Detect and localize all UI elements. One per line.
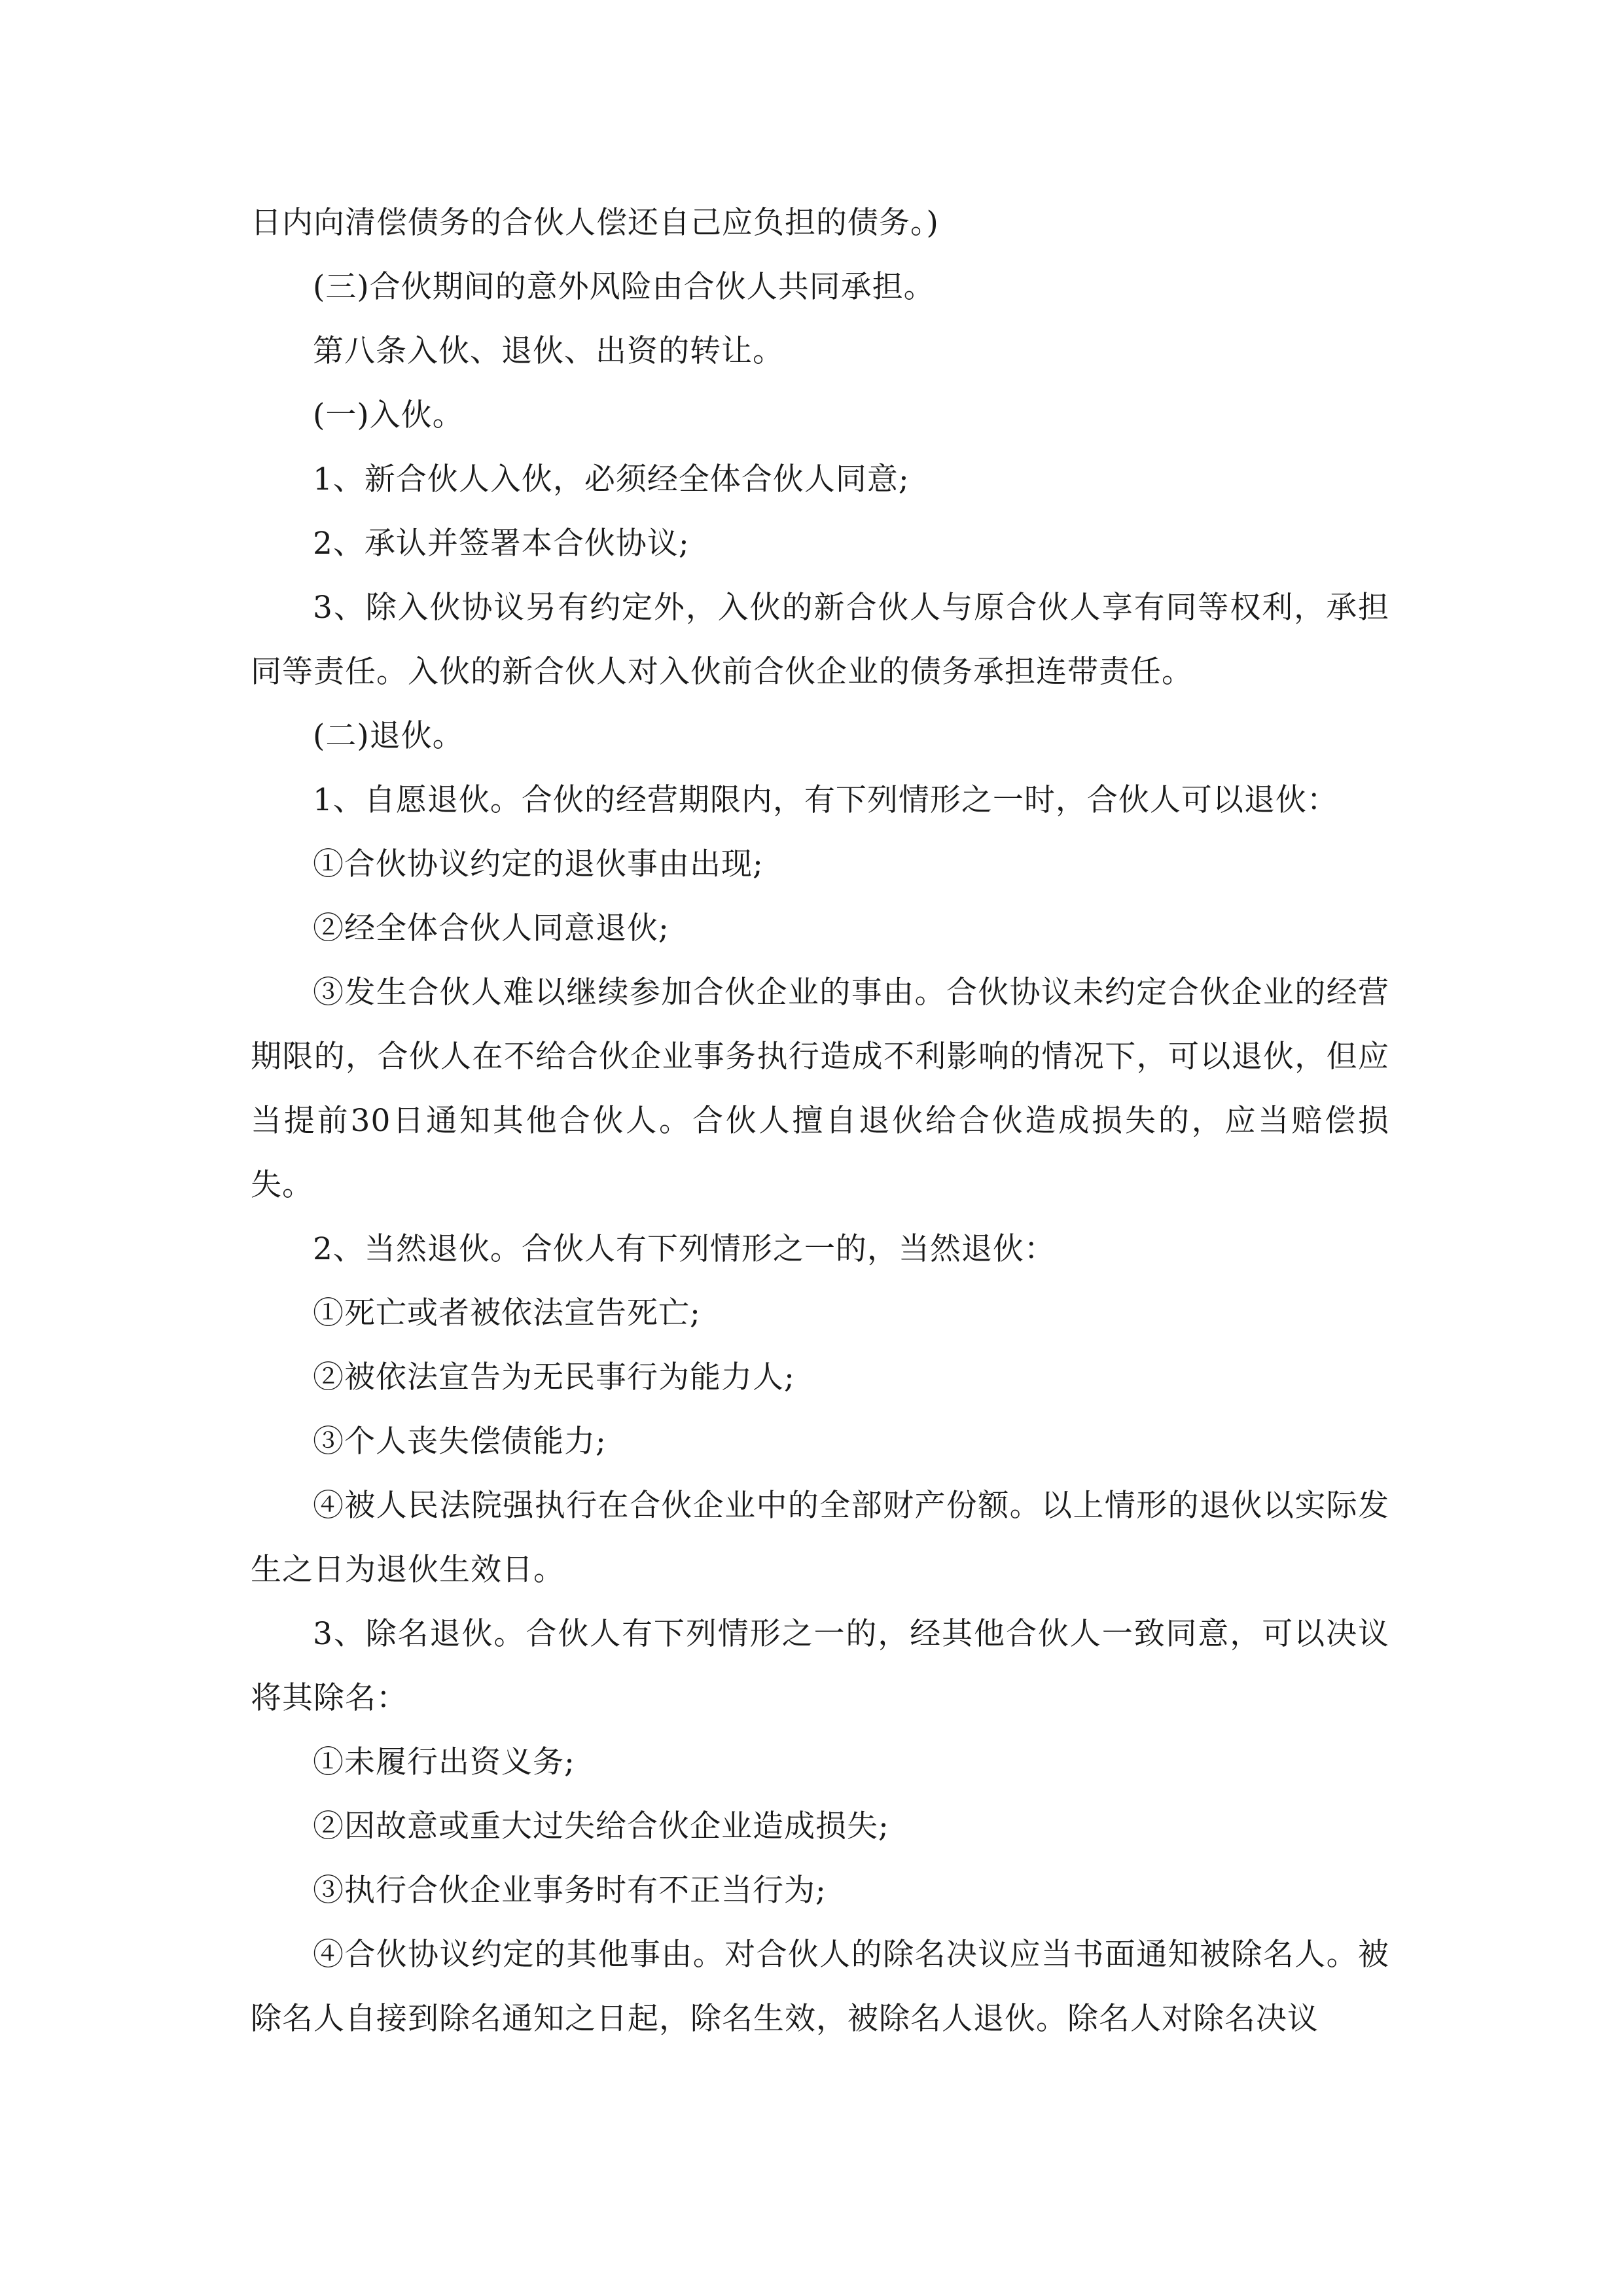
section-heading: (一)入伙。 [313,397,464,433]
list-item: 1、新合伙人入伙，必须经全体合伙人同意; [313,461,910,497]
list-item: ③个人丧失偿债能力; [313,1424,607,1460]
list-item: ③发生合伙人难以继续参加合伙企业的事由。合伙协议未约定合伙企业的经营期限的，合伙人在不给合伙企业事务执行造成不利影响的情况下，可以退伙，但应当提前30日通知其他合伙人。合伙人擅自退伙给合伙造成损失的，应当赔偿损失。 [251,975,1389,1203]
section-heading: (二)退伙。 [313,718,464,754]
list-item: 2、承认并签署本合伙协议; [313,526,690,562]
list-item: ④合伙协议约定的其他事由。对合伙人的除名决议应当书面通知被除名人。被除名人自接到除名通知之日起，除名生效，被除名人退伙。除名人对除名决议 [251,1937,1389,2037]
list-item: ②被依法宣告为无民事行为能力人; [313,1359,795,1395]
list-item: 2、当然退伙。合伙人有下列情形之一的，当然退伙： [313,1231,1056,1267]
article-heading: 第八条入伙、退伙、出资的转让。 [313,333,784,369]
list-item: 1、自愿退伙。合伙的经营期限内，有下列情形之一时，合伙人可以退伙： [313,782,1338,818]
list-item: ②经全体合伙人同意退伙; [313,910,669,946]
list-item: ①死亡或者被依法宣告死亡; [313,1295,701,1331]
list-item: ④被人民法院强执行在合伙企业中的全部财产份额。以上情形的退伙以实际发生之日为退伙生效日。 [251,1488,1389,1588]
list-item: ①合伙协议约定的退伙事由出现; [313,846,764,882]
list-item: ③执行合伙企业事务时有不正当行为; [313,1873,827,1909]
document-body [251,191,1389,2051]
list-item: 3、除入伙协议另有约定外，入伙的新合伙人与原合伙人享有同等权利，承担同等责任。入伙的新合伙人对入伙前合伙企业的债务承担连带责任。 [251,590,1389,690]
paragraph: (三)合伙期间的意外风险由合伙人共同承担。 [313,269,935,305]
list-item: ②因故意或重大过失给合伙企业造成损失; [313,1808,889,1844]
paragraph-continuation: 日内向清偿债务的合伙人偿还自己应负担的债务。) [251,205,939,241]
list-item: ①未履行出资义务; [313,1744,575,1780]
list-item: 3、除名退伙。合伙人有下列情形之一的，经其他合伙人一致同意，可以决议将其除名： [251,1616,1389,1716]
